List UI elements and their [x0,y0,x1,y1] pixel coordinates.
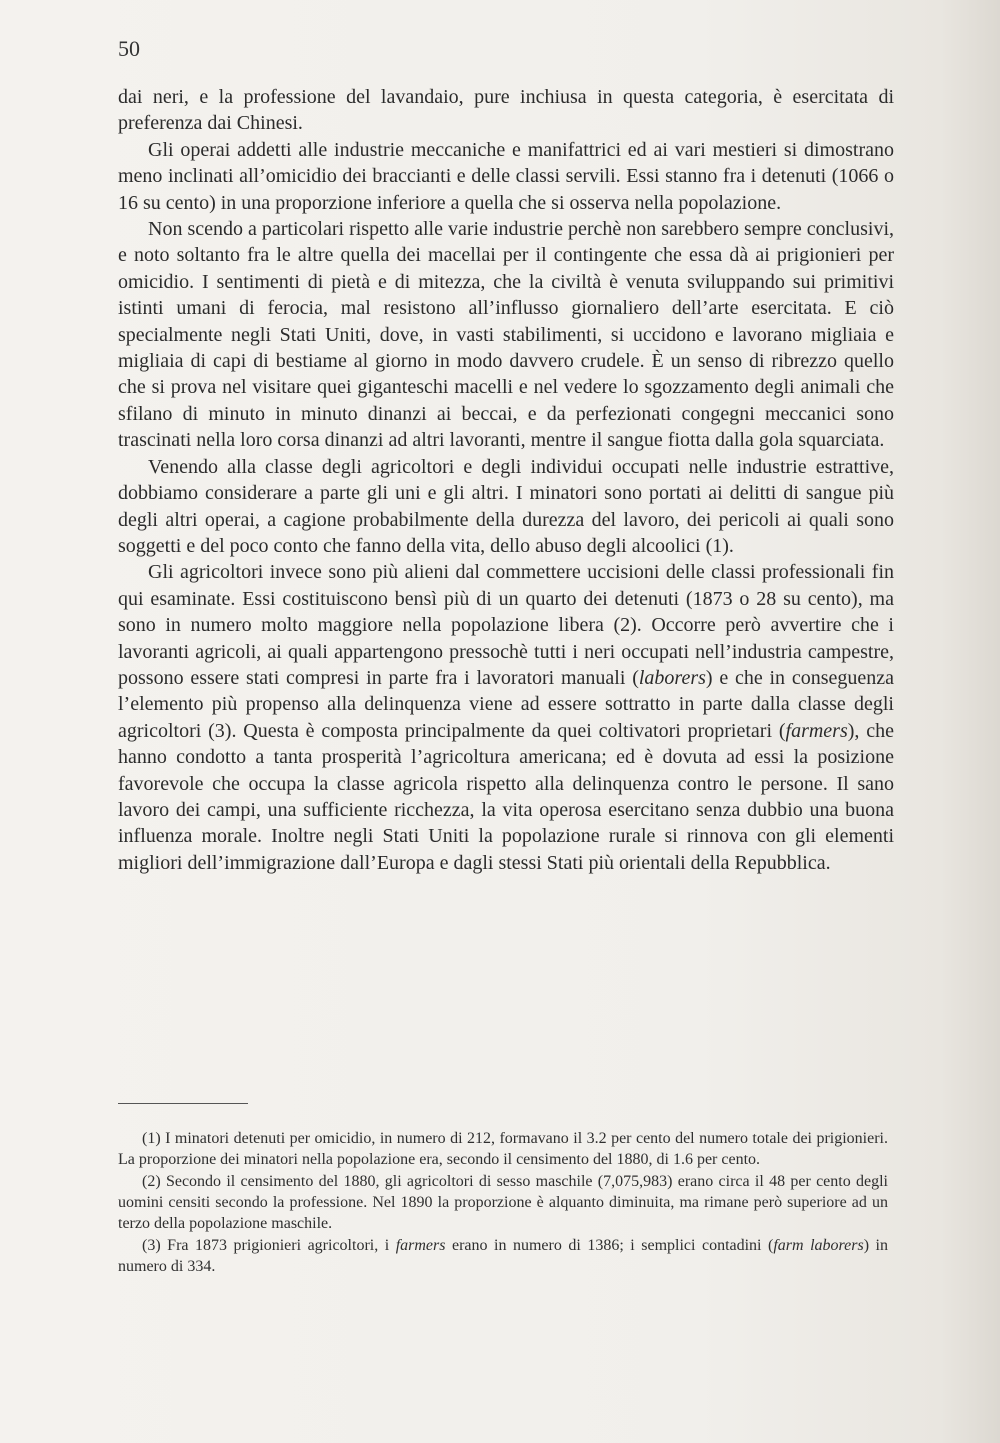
footnote-3-text-c: erano in numero di 1386; i semplici contadini ( [445,1237,774,1254]
footnote-3-text-a: (3) Fra 1873 prigionieri agricoltori, i [142,1237,396,1254]
footnotes [118,1128,888,1278]
paragraph-5-text-e: ), che hanno condotto a tanta prosperità l’agricoltura americana; ed è dovuta ad essi la posizione favorevole che occupa la classe agricola rispetto alla delinquenza contro le persone. Il sano lavoro dei campi, una sufficiente ricchezza, la vita operosa esercitano senza dubbio una buona influenza morale. Inoltre negli Stati Uniti la popolazione rurale si rinnova con gli elementi migliori dell’immigrazione dall’Europa e dagli stessi Stati più orientali della Repubblica. [118,719,894,874]
paragraph-5-text-a: Gli agricoltori invece sono più alieni dal commettere uccisioni delle classi professionali fin qui esaminate. Essi costituiscono bensì più di un quarto dei detenuti (1873 o 28 su cento), ma sono in numero molto maggiore nella popolazione libera (2). Occorre però avvertire che i lavoranti agricoli, ai quali appartengono pressochè tutti i neri occupati nell’industria campestre, possono essere stati compresi in parte fra i lavoratori manuali ( [118,561,894,689]
footnote-separator [118,1103,248,1104]
footnote-3-text-e: ) in numero di 334. [118,1237,889,1275]
footnote-3 [118,1235,888,1277]
main-text [118,84,894,876]
footnote-3-italic-farm-laborers: farm laborers [773,1237,864,1254]
paragraph-5 [118,559,894,876]
footnote-3-italic-farmers: farmers [395,1237,446,1254]
paragraph-5-italic-laborers: laborers [638,666,706,689]
paragraph-2: Gli operai addetti alle industrie meccaniche e manifattrici ed ai vari mestieri si dimostrano meno inclinati all’omicidio dei braccianti e delle classi servili. Essi stanno fra i detenuti (1066 o 16 su cento) in una proporzione inferiore a quella che si osserva nella popolazione. [118,138,894,214]
paragraph-1: dai neri, e la professione del lavandaio, pure inchiusa in questa categoria, è esercitata di preferenza dai Chinesi. [118,86,894,135]
footnote-2: (2) Secondo il censimento del 1880, gli agricoltori di sesso maschile (7,075,983) erano circa il 48 per cento degli uomini censiti secondo la professione. Nel 1890 la proporzione è alquanto diminuita, ma rimane però superiore ad un terzo della popolazione maschile. [118,1173,888,1232]
footnote-1: (1) I minatori detenuti per omicidio, in numero di 212, formavano il 3.2 per cento del numero totale dei prigionieri. La proporzione dei minatori nella popolazione era, secondo il censimento del 1880, di 1.6 per cento. [118,1130,888,1168]
paragraph-5-italic-farmers: farmers [785,719,848,742]
paragraph-3: Non scendo a particolari rispetto alle varie industrie perchè non sarebbero sempre conclusivi, e noto soltanto fra le altre quella dei macellai per il contingente che essa dà ai prigionieri per omicidio. I sentimenti di pietà e di mitezza, che la civiltà è venuta sviluppando sui primitivi istinti umani di ferocia, mal resistono all’influsso giornaliero dell’arte esercitata. E ciò specialmente negli Stati Uniti, dove, in vasti stabilimenti, si uccidono e lavorano migliaia e migliaia di capi di bestiame al giorno in modo davvero crudele. È un senso di ribrezzo quello che si prova nel visitare quei giganteschi macelli e nel vedere lo sgozzamento degli animali che sfilano di minuto in minuto dinanzi ai beccai, e da perfezionati congegni meccanici sono trascinati nella loro corsa dinanzi ad altri lavoranti, mentre il sangue fiotta dalla gola squarciata. [118,218,894,452]
page-number: 50 [118,36,140,61]
paragraph-5-text-c: ) e che in conseguenza l’elemento più propenso alla delinquenza viene ad essere sottratto in parte dalla classe degli agricoltori (3). Questa è composta principalmente da quei coltivatori proprietari ( [118,666,894,742]
paragraph-4: Venendo alla classe degli agricoltori e degli individui occupati nelle industrie estrattive, dobbiamo considerare a parte gli uni e gli altri. I minatori sono portati ai delitti di sangue più degli altri operai, a cagione probabilmente della durezza del lavoro, dei pericoli ai quali sono soggetti e del poco conto che fanno della vita, dello abuso degli alcoolici (1). [118,455,894,557]
